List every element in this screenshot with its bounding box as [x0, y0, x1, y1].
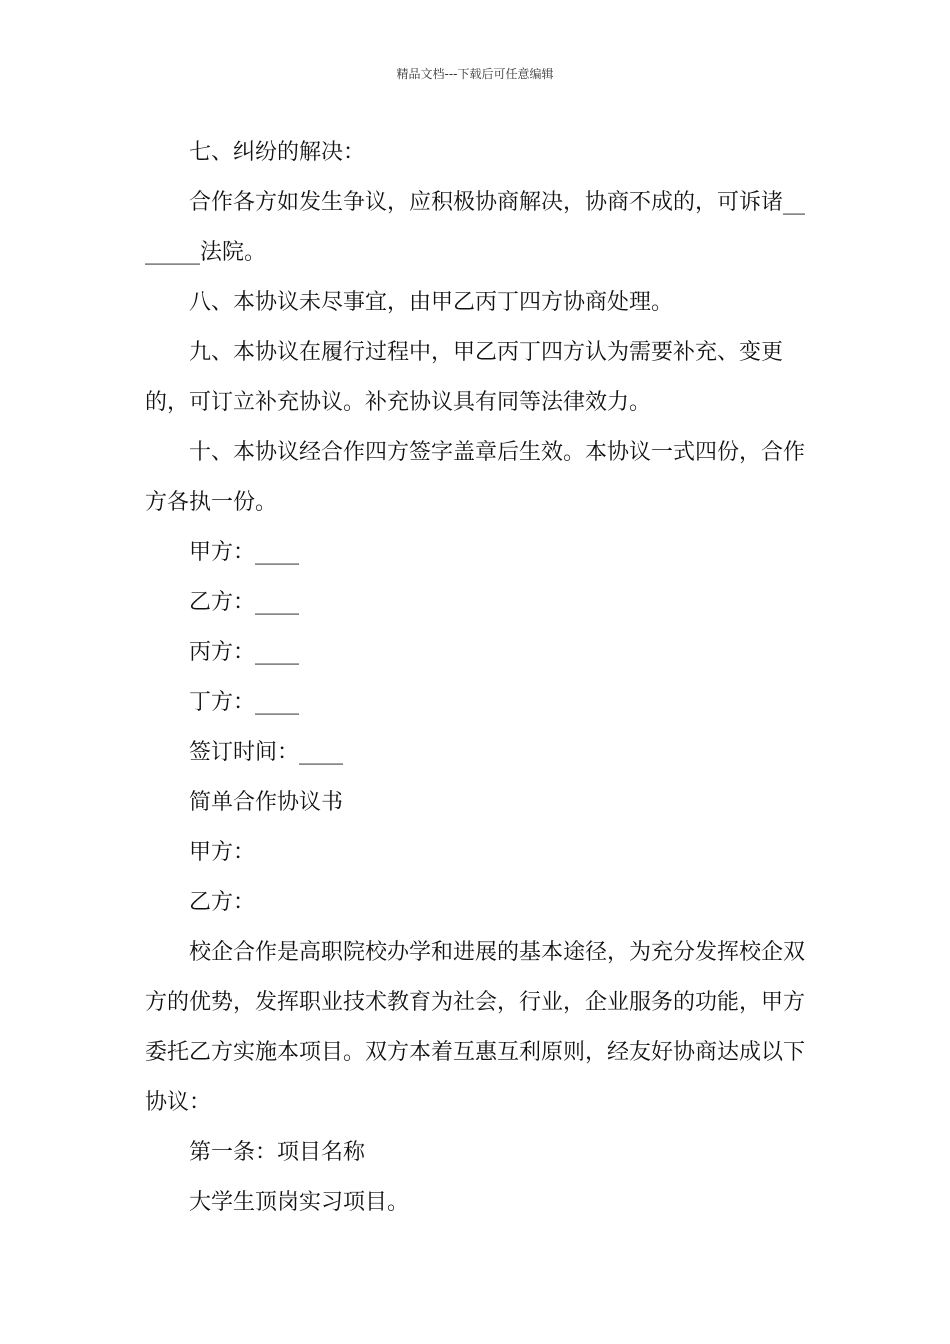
section-10-text: 十、本协议经合作四方签字盖章后生效。本协议一式四份，合作方各执一份。 — [145, 440, 806, 515]
section-7-text: 合作各方如发生争议，应积极协商解决，协商不成的，可诉诸_______法院。 — [145, 190, 806, 265]
party-c-signature-line: 丙方：____ — [189, 640, 300, 665]
section-8-text: 八、本协议未尽事宜，由甲乙丙丁四方协商处理。 — [189, 290, 674, 315]
page-header: 精品文档---下载后可任意编辑 — [396, 67, 554, 81]
document-body — [145, 128, 807, 1228]
party-b-signature-line: 乙方：____ — [189, 590, 300, 615]
party-d-signature-line: 丁方：____ — [189, 690, 300, 715]
section-9-text: 九、本协议在履行过程中，甲乙丙丁四方认为需要补充、变更的，可订立补充协议。补充协议具有同等法律效力。 — [145, 340, 784, 415]
signing-date-line: 签订时间：____ — [189, 740, 344, 765]
party-b-label: 乙方： — [189, 890, 256, 915]
article-1-heading: 第一条：项目名称 — [189, 1140, 366, 1165]
party-a-signature-line: 甲方：____ — [189, 540, 300, 565]
section-7-heading: 七、纠纷的解决： — [189, 140, 366, 165]
preamble-text: 校企合作是高职院校办学和进展的基本途径，为充分发挥校企双方的优势，发挥职业技术教育为社会，行业，企业服务的功能，甲方委托乙方实施本项目。双方本着互惠互利原则，经友好协商达成以下协议： — [145, 940, 806, 1115]
article-1-text: 大学生顶岗实习项目。 — [189, 1190, 410, 1215]
agreement-title: 简单合作协议书 — [189, 790, 344, 815]
party-a-label: 甲方： — [189, 840, 256, 865]
